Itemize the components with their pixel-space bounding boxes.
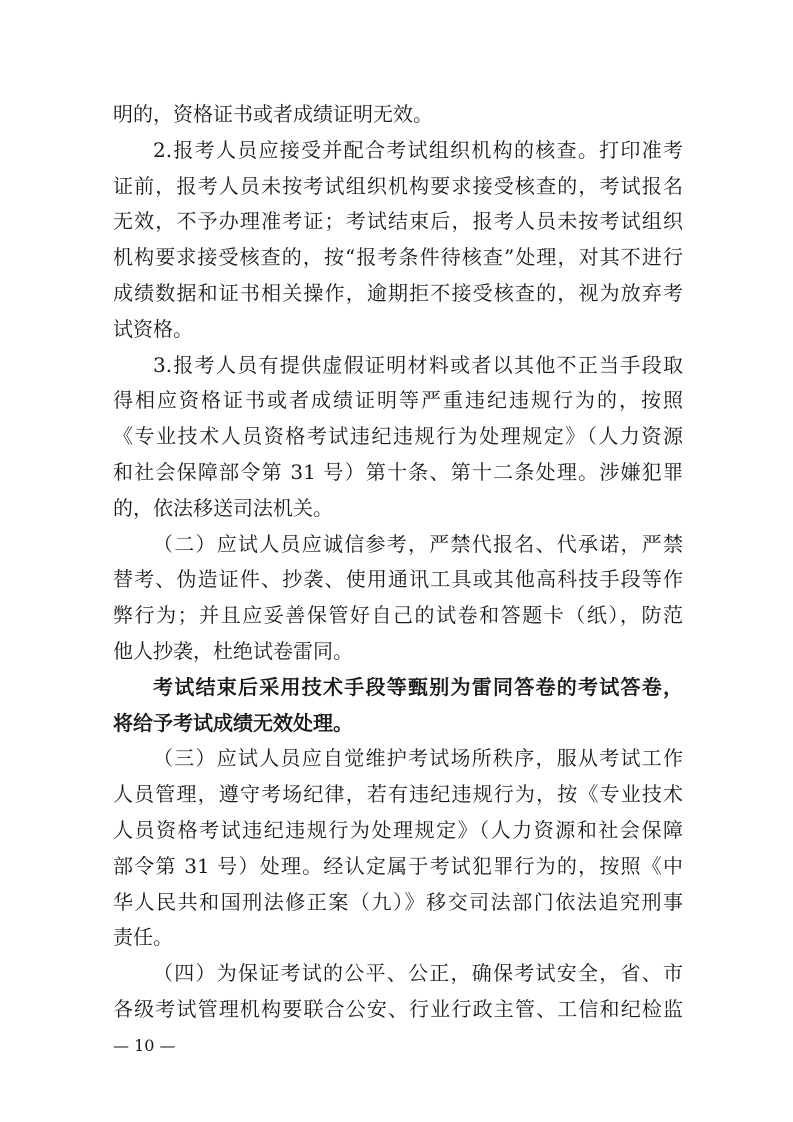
text-line: 机构要求接受核查的，按“报考条件待核查”处理，对其不进行 [113,245,683,270]
text-line: 3.报考人员有提供虚假证明材料或者以其他不正当手段取 [153,352,683,377]
bold-notice-line: 考试结束后采用技术手段等甄别为雷同答卷的考试答卷， [153,674,683,699]
text-line: 《专业技术人员资格考试违纪违规行为处理规定》（人力资源 [113,424,683,449]
text-line: 人员管理，遵守考场纪律，若有违纪违规行为，按《专业技术 [113,782,683,807]
text-line: 试资格。 [113,316,193,341]
page-number: — 10 — [113,1036,176,1055]
text-line: 各级考试管理机构要联合公安、行业行政主管、工信和纪检监 [113,997,683,1021]
text-line: 替考、伪造证件、抄袭、使用通讯工具或其他高科技手段等作 [113,567,683,592]
text-line: 责任。 [113,925,173,950]
text-line: 和社会保障部令第 31 号）第十条、第十二条处理。涉嫌犯罪 [113,460,683,484]
text-line: 2.报考人员应接受并配合考试组织机构的核查。打印准考 [153,137,683,162]
text-line: 得相应资格证书或者成绩证明等严重违纪违规行为的，按照 [113,388,683,413]
text-line: 明的，资格证书或者成绩证明无效。 [113,102,433,126]
text-line: 证前，报考人员未按考试组织机构要求接受核查的，考试报名 [113,173,683,198]
text-line: （四）为保证考试的公平、公正，确保考试安全，省、市 [153,961,683,986]
text-line: 无效，不予办理准考证；考试结束后，报考人员未按考试组织 [113,209,683,234]
text-line: 成绩数据和证书相关操作，逾期拒不接受核查的，视为放弃考 [113,281,683,305]
text-line: （三）应试人员应自觉维护考试场所秩序，服从考试工作 [153,746,683,771]
text-line: 人员资格考试违纪违规行为处理规定》（人力资源和社会保障 [113,818,683,842]
text-line: 弊行为；并且应妥善保管好自己的试卷和答题卡（纸），防范 [113,603,683,628]
bold-notice-line: 将给予考试成绩无效处理。 [113,710,353,735]
text-line: 部令第 31 号）处理。经认定属于考试犯罪行为的，按照《中 [113,853,683,878]
text-line: 的，依法移送司法机关。 [113,495,333,520]
text-line: （二）应试人员应诚信参考，严禁代报名、代承诺，严禁 [153,531,683,556]
text-line: 华人民共和国刑法修正案（九）》移交司法部门依法追究刑事 [113,889,683,914]
text-line: 他人抄袭，杜绝试卷雷同。 [113,639,353,663]
